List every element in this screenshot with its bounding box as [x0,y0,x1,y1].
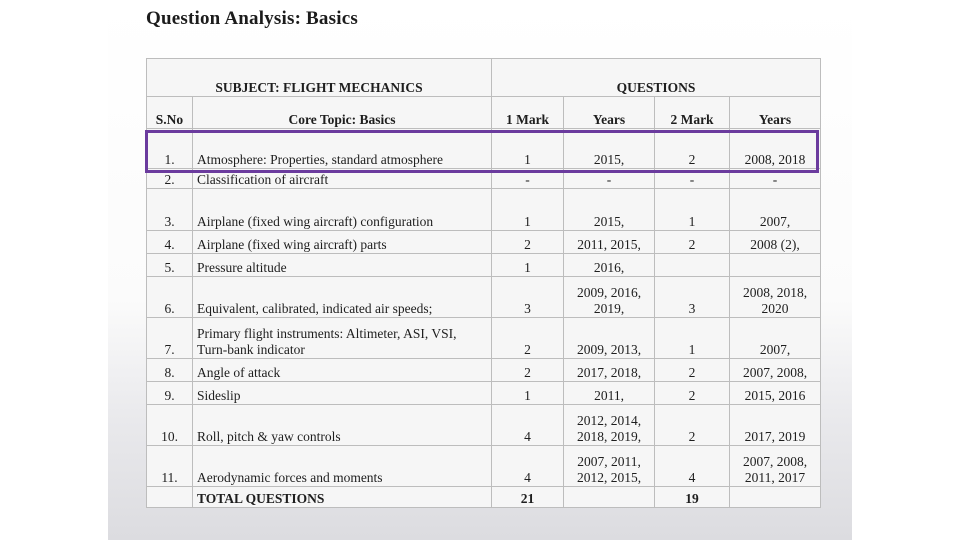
row-topic: Angle of attack [193,359,492,382]
row-years-2: 2015, 2016 [730,382,821,405]
row-years-1: 2011, 2015, [564,231,655,254]
row-years-1: 2011, [564,382,655,405]
table-row [147,405,821,446]
row-sno: 4. [147,231,193,254]
total-1-mark: 21 [492,487,564,508]
row-1-mark: 1 [492,382,564,405]
row-years-2: 2008 (2), [730,231,821,254]
row-2-mark: 2 [655,231,730,254]
row-2-mark: 2 [655,382,730,405]
row-years-1: 2012, 2014, 2018, 2019, [564,405,655,446]
row-years-2: 2008, 2018 [730,129,821,169]
table-row [147,189,821,231]
row-1-mark: 1 [492,254,564,277]
total-years-2-cell [730,487,821,508]
table-row [147,318,821,359]
row-years-2: 2007, [730,189,821,231]
row-1-mark: 3 [492,277,564,318]
row-1-mark: 2 [492,231,564,254]
questions-header: QUESTIONS [492,59,821,97]
row-years-1: 2009, 2016, 2019, [564,277,655,318]
row-sno: 5. [147,254,193,277]
total-2-mark: 19 [655,487,730,508]
table-header-row [147,59,821,97]
row-years-1: - [564,169,655,189]
row-sno: 11. [147,446,193,487]
row-topic: Equivalent, calibrated, indicated air speeds; [193,277,492,318]
row-1-mark: 4 [492,446,564,487]
row-topic: Sideslip [193,382,492,405]
row-2-mark: 4 [655,446,730,487]
col-header-sno: S.No [147,97,193,129]
row-sno: 6. [147,277,193,318]
row-sno: 10. [147,405,193,446]
row-topic: Atmosphere: Properties, standard atmosphere [193,129,492,169]
column-header-row [147,97,821,129]
row-1-mark: 1 [492,129,564,169]
row-topic: Airplane (fixed wing aircraft) configuration [193,189,492,231]
col-header-years-1: Years [564,97,655,129]
question-analysis-table [146,58,821,508]
row-years-1: 2007, 2011, 2012, 2015, [564,446,655,487]
table-row [147,169,821,189]
row-years-2: 2007, 2008, 2011, 2017 [730,446,821,487]
row-years-2 [730,254,821,277]
row-2-mark: 1 [655,189,730,231]
row-topic: Classification of aircraft [193,169,492,189]
row-topic: Aerodynamic forces and moments [193,446,492,487]
row-topic: Primary flight instruments: Altimeter, ASI, VSI, Turn-bank indicator [193,318,492,359]
table-row [147,382,821,405]
row-sno: 7. [147,318,193,359]
row-sno: 3. [147,189,193,231]
slide-title: Question Analysis: Basics [146,8,358,29]
total-label: TOTAL QUESTIONS [193,487,492,508]
row-years-2: 2017, 2019 [730,405,821,446]
row-2-mark: 2 [655,405,730,446]
total-sno-cell [147,487,193,508]
table-row [147,359,821,382]
row-2-mark: 2 [655,359,730,382]
row-sno: 2. [147,169,193,189]
row-1-mark: 1 [492,189,564,231]
table-row [147,446,821,487]
table-row [147,231,821,254]
col-header-2-mark: 2 Mark [655,97,730,129]
row-sno: 8. [147,359,193,382]
row-1-mark: 4 [492,405,564,446]
col-header-topic: Core Topic: Basics [193,97,492,129]
row-2-mark: 3 [655,277,730,318]
row-years-2: 2007, [730,318,821,359]
row-sno: 9. [147,382,193,405]
row-2-mark [655,254,730,277]
col-header-1-mark: 1 Mark [492,97,564,129]
row-years-2: 2007, 2008, [730,359,821,382]
table-row [147,254,821,277]
subject-header: SUBJECT: FLIGHT MECHANICS [147,59,492,97]
row-years-1: 2015, [564,189,655,231]
row-1-mark: - [492,169,564,189]
row-years-1: 2009, 2013, [564,318,655,359]
row-topic: Roll, pitch & yaw controls [193,405,492,446]
row-topic: Pressure altitude [193,254,492,277]
row-1-mark: 2 [492,359,564,382]
row-topic: Airplane (fixed wing aircraft) parts [193,231,492,254]
row-2-mark: 1 [655,318,730,359]
row-2-mark: - [655,169,730,189]
total-row [147,487,821,508]
table-row [147,277,821,318]
row-years-2: 2008, 2018, 2020 [730,277,821,318]
row-years-1: 2015, [564,129,655,169]
row-years-1: 2016, [564,254,655,277]
table-row [147,129,821,169]
row-2-mark: 2 [655,129,730,169]
row-sno: 1. [147,129,193,169]
total-years-1-cell [564,487,655,508]
row-years-1: 2017, 2018, [564,359,655,382]
row-years-2: - [730,169,821,189]
col-header-years-2: Years [730,97,821,129]
row-1-mark: 2 [492,318,564,359]
